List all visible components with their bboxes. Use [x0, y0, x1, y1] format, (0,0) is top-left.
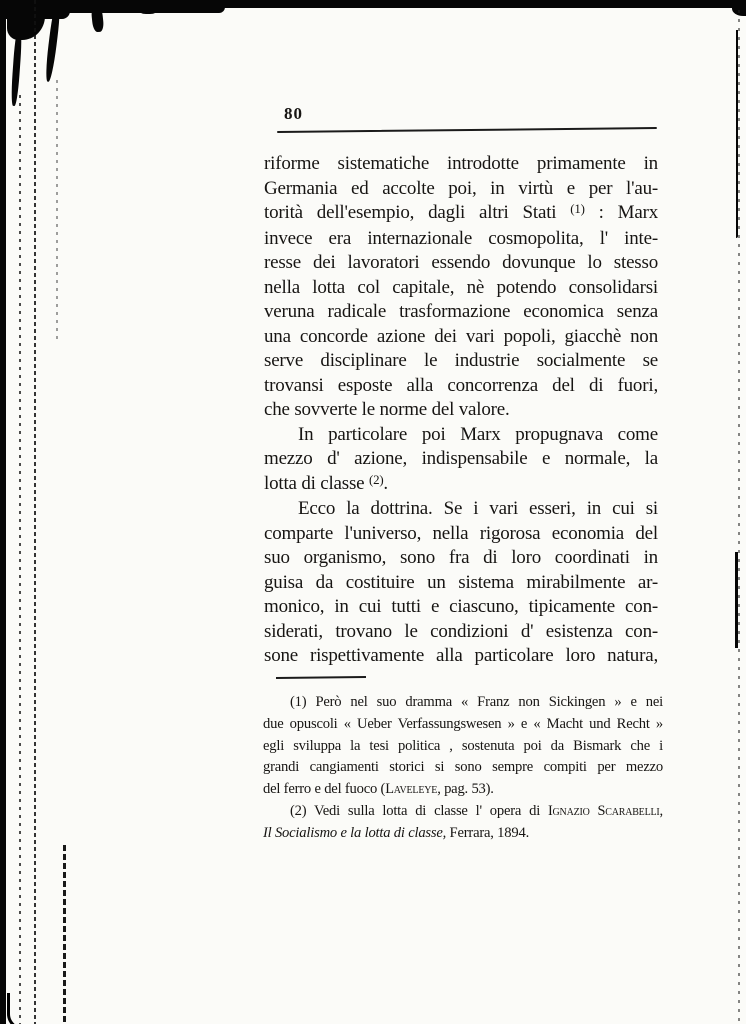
scan-artifact-page-edge-right: [738, 10, 740, 1024]
body-line: [264, 177, 658, 202]
footnote-line: [263, 736, 663, 758]
footnote-line: [263, 714, 663, 736]
body-text-segment: nella lotta col capitale, nè potendo consolidarsi: [264, 276, 658, 298]
body-text-segment: mezzo d' azione, indispensabile e normale, la: [264, 448, 658, 469]
footnote-line: [263, 801, 663, 823]
body-text-segment: una concorde azione dei vari popoli, giacchè non: [264, 325, 658, 347]
body-line: [264, 472, 658, 498]
body-line: [264, 325, 658, 350]
body-line: [264, 374, 658, 399]
footnote-text-segment: , pag. 53).: [437, 781, 494, 798]
body-text: [264, 152, 658, 669]
scan-artifact-bottom-curl: [7, 993, 28, 1024]
body-text-segment: monico, in cui tutti e ciascuno, tipicamente con-: [264, 596, 658, 617]
body-line: [264, 644, 658, 669]
scan-artifact-dotted-line: [56, 80, 58, 340]
footnote-text-segment: Ignazio Scarabelli: [547, 802, 660, 819]
body-text-segment: .: [383, 472, 388, 494]
footnote-text-segment: (1) Però nel suo dramma « Franz non Sickingen » e nei: [290, 694, 663, 710]
footnote-line: [263, 757, 663, 779]
scan-artifact-dotted-line: [63, 845, 66, 1024]
body-text-segment: suo organismo, sono fra di loro coordinati in: [264, 547, 658, 568]
footnote-separator-rule: [276, 676, 366, 679]
body-text-segment: Germania ed accolte poi, in virtù e per l'au-: [264, 177, 658, 199]
header-rule: [277, 127, 657, 133]
footnote-text-segment: egli sviluppa la tesi politica , sostenuta poi da Bismark che i: [263, 737, 663, 754]
footnote-line: [263, 692, 663, 714]
footnote-marker: (1): [570, 201, 585, 217]
body-line: [264, 447, 658, 472]
body-text-segment: veruna radicale trasformazione economica senza: [264, 301, 658, 322]
body-text-segment: Ecco la dottrina. Se i vari esseri, in cui si: [298, 498, 658, 519]
body-text-segment: serve disciplinare le industrie socialmente se: [264, 350, 658, 371]
body-text-segment: guisa da costituire un sistema mirabilmente ar-: [264, 571, 658, 593]
footnote-text-segment: ,: [659, 802, 663, 819]
footnote-text-segment: grandi cangiamenti storici si sono sempre compiti per mezzo: [263, 759, 663, 776]
body-line: [264, 152, 658, 177]
page-number: 80: [284, 104, 303, 123]
footnote-line: [263, 779, 663, 801]
footnote-line: [263, 823, 663, 845]
footnote-text-segment: due opuscoli « Ueber Verfassungswesen » e « Macht und Recht »: [263, 715, 663, 732]
body-text-segment: lotta di classe: [264, 472, 369, 494]
body-line: [264, 349, 658, 374]
scan-artifact-blob: [7, 0, 45, 40]
footnote-text-segment: Il Socialismo e la lotta di classe,: [263, 824, 447, 841]
body-line: [264, 423, 658, 448]
body-line: [264, 546, 658, 571]
body-line: [264, 201, 658, 227]
body-line: [264, 497, 658, 522]
body-line: [264, 251, 658, 276]
body-text-segment: resse dei lavoratori essendo dovunque lo stesso: [264, 252, 658, 273]
footnote-text-segment: Laveleye: [385, 781, 438, 798]
scan-artifact-dotted-line: [19, 95, 21, 1024]
body-line: [264, 571, 658, 596]
body-text-segment: trovansi esposte alla concorrenza del di fuori,: [264, 374, 658, 396]
scan-artifact-dotted-line: [34, 0, 36, 1024]
body-text-segment: sone rispettivamente alla particolare loro natura,: [264, 645, 658, 666]
body-text-segment: invece era internazionale cosmopolita, l' inte-: [264, 227, 658, 249]
body-line: [264, 276, 658, 301]
footnote-text-segment: (2) Vedi sulla lotta di classe l' opera di: [290, 802, 548, 819]
body-text-segment: siderati, trovano le condizioni d' esistenza con-: [264, 620, 658, 642]
body-line: [264, 620, 658, 645]
body-text-segment: : Marx: [584, 202, 658, 223]
body-text-segment: In particolare poi Marx propugnava come: [298, 423, 658, 445]
scan-artifact-left-binding: [0, 0, 6, 1024]
body-line: [264, 227, 658, 252]
footnotes: [263, 692, 663, 845]
body-text-segment: torità dell'esempio, dagli altri Stati: [264, 202, 571, 223]
body-line: [264, 398, 658, 423]
footnote-text-segment: del ferro e del fuoco (: [263, 781, 386, 798]
scan-artifact-blob: [138, 3, 158, 14]
scan-artifact-right-line: [736, 30, 738, 238]
body-line: [264, 595, 658, 620]
footnote-text-segment: Ferrara, 1894.: [446, 824, 530, 841]
body-text-segment: che sovverte le norme del valore.: [264, 399, 510, 420]
body-line: [264, 300, 658, 325]
body-text-segment: comparte l'universo, nella rigorosa economia del: [264, 522, 658, 544]
footnote-marker: (2): [368, 471, 384, 487]
body-text-segment: riforme sistematiche introdotte primamente in: [264, 153, 658, 174]
body-line: [264, 522, 658, 547]
scan-artifact-right-line: [735, 552, 738, 648]
